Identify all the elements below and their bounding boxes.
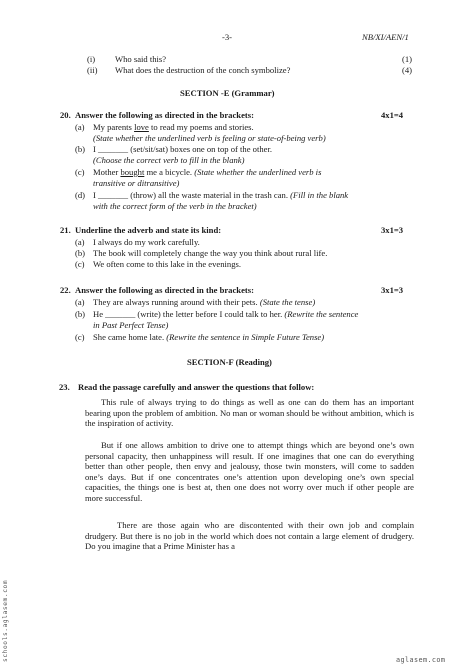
q20-c-text: Mother bought me a bicycle. (State whether the underlined verb is	[93, 167, 322, 177]
q22-number: 22.	[60, 285, 71, 295]
q20-d-text: I _______ (throw) all the waste material in the trash can. (Fill in the blank	[93, 190, 349, 200]
q20-d-label: (d)	[75, 190, 86, 200]
question-i-number: (i)	[87, 54, 96, 64]
section-f-heading: SECTION-F (Reading)	[187, 357, 272, 367]
q20-a-instruction: (State whether the underlined verb is feeling or state-of-being verb)	[93, 133, 326, 143]
q22-b-instruction: in Past Perfect Tense)	[93, 320, 169, 330]
footer-watermark: aglasem.com	[396, 656, 446, 664]
q20-c-label: (c)	[75, 167, 85, 177]
q23-title: Read the passage carefully and answer the questions that follow:	[78, 382, 315, 392]
q20-b-label: (b)	[75, 144, 86, 154]
passage-paragraph-1: This rule of always trying to do things as well as one can do them has an important bearing upon the problem of ambition. No man or woman should be without ambition, which is the inspiration of activity.	[85, 397, 414, 429]
q20-a-label: (a)	[75, 122, 85, 132]
question-ii-text: What does the destruction of the conch symbolize?	[115, 65, 291, 75]
q20-b-text: I _______ (set/sit/sat) boxes one on top of the other.	[93, 144, 273, 154]
passage-paragraph-3: There are those again who are discontented with their own job and complain drudgery. But there is no job in the world which does not contain a large element of drudgery. Do you imagine that a Prime Minister has a	[85, 520, 414, 552]
q22-a-label: (a)	[75, 297, 85, 307]
q21-marks: 3x1=3	[381, 225, 404, 235]
q22-title: Answer the following as directed in the brackets:	[75, 285, 254, 295]
q20-title: Answer the following as directed in the brackets:	[75, 110, 254, 120]
q20-number: 20.	[60, 110, 71, 120]
q20-d-instruction: with the correct form of the verb in the bracket)	[93, 201, 257, 211]
side-watermark: schools.aglasem.com	[2, 579, 9, 662]
q21-title: Underline the adverb and state its kind:	[75, 225, 222, 235]
question-ii-number: (ii)	[87, 65, 98, 75]
q22-c-text: She came home late. (Rewrite the sentence in Simple Future Tense)	[93, 332, 325, 342]
q21-c-text: We often come to this lake in the evenings.	[93, 259, 241, 269]
page-number: -3-	[222, 32, 233, 42]
q21-b-text: The book will completely change the way you think about rural life.	[93, 248, 328, 258]
q21-a-label: (a)	[75, 237, 85, 247]
question-i-marks: (1)	[402, 54, 413, 64]
question-ii-marks: (4)	[402, 65, 413, 75]
paper-code: NB/XI/AEN/1	[362, 32, 409, 42]
q21-a-text: I always do my work carefully.	[93, 237, 200, 247]
q20-c-instruction: transitive or ditransitive)	[93, 178, 180, 188]
q22-b-label: (b)	[75, 309, 86, 319]
q22-marks: 3x1=3	[381, 285, 404, 295]
passage-paragraph-2: But if one allows ambition to drive one to attempt things which are beyond one’s own personal capacity, then unhappiness will result. If one imagines that one can do everything better than other people, then envy and jealousy, those twin monsters, will come to sadden one’s days. But if one concentrates one’s attention upon developing one’s own special capacities, the things one is best at, then one does not worry over much if other people are more successful.	[85, 440, 414, 503]
q23-number: 23.	[59, 382, 70, 392]
q20-b-instruction: (Choose the correct verb to fill in the blank)	[93, 155, 245, 165]
q22-b-text: He _______ (write) the letter before I could talk to her. (Rewrite the sentence	[93, 309, 359, 319]
question-i-text: Who said this?	[115, 54, 167, 64]
section-e-heading: SECTION -E (Grammar)	[180, 88, 275, 98]
q22-a-text: They are always running around with their pets. (State the tense)	[93, 297, 316, 307]
q22-c-label: (c)	[75, 332, 85, 342]
q20-a-text: My parents love to read my poems and stories.	[93, 122, 254, 132]
q21-c-label: (c)	[75, 259, 85, 269]
q21-b-label: (b)	[75, 248, 86, 258]
q21-number: 21.	[60, 225, 71, 235]
q20-marks: 4x1=4	[381, 110, 404, 120]
